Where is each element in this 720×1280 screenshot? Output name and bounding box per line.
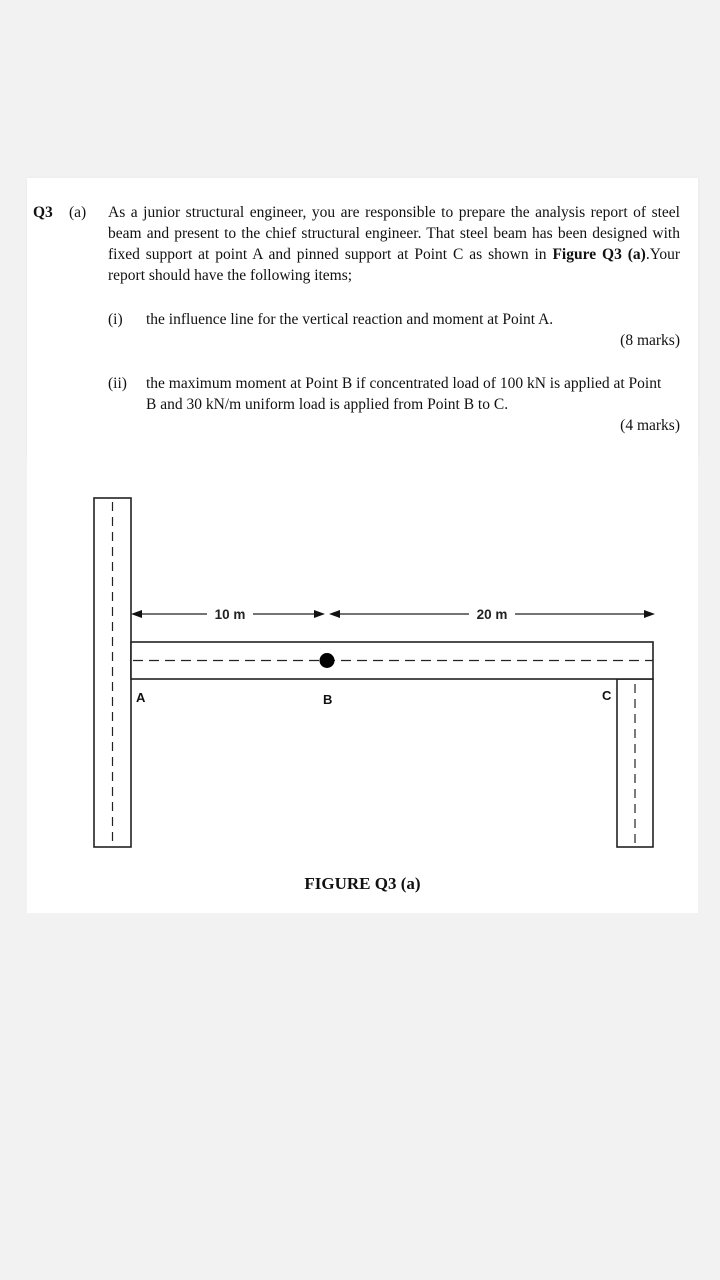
question-part: (a) <box>69 204 87 221</box>
question-intro: As a junior structural engineer, you are responsible to prepare the analysis report of steel beam and present to the chief structural engineer. That steel beam has been designed with fixed support at point A and pinned support at Point C as shown in <box>108 204 680 263</box>
figure-area <box>27 458 698 913</box>
question-intro-tail: .Your report should have the following items; <box>108 246 680 284</box>
item-i-marks: (8 marks) <box>620 332 680 349</box>
item-i-label: (i) <box>108 311 123 328</box>
figure-caption: FIGURE Q3 (a) <box>304 874 421 893</box>
point-c-label: C <box>602 688 612 703</box>
point-b-marker <box>320 653 335 668</box>
item-i-text: the influence line for the vertical reaction and moment at Point A. <box>146 311 554 328</box>
dimension-label-bc: 20 m <box>476 607 508 622</box>
point-a-label: A <box>136 690 146 705</box>
figure-reference: Figure Q3 (a) <box>552 246 646 263</box>
item-ii-label: (ii) <box>108 375 127 392</box>
question-number: Q3 <box>33 204 53 221</box>
item-ii-text: the maximum moment at Point B if concentrated load of 100 kN is applied at Point B and 30 kN/m uniform load is applied from Point B to C. <box>146 375 662 413</box>
beam-diagram <box>27 458 698 858</box>
point-b-label: B <box>323 692 333 707</box>
document-page <box>27 178 698 913</box>
dimension-arrow-c <box>644 610 655 618</box>
dimension-arrow-a <box>131 610 142 618</box>
question-text-area <box>27 178 698 458</box>
dimension-arrow-b-right <box>329 610 340 618</box>
dimension-arrow-b-left <box>314 610 325 618</box>
dimension-label-ab: 10 m <box>214 607 246 622</box>
item-ii-marks: (4 marks) <box>620 417 680 434</box>
question-paragraph <box>108 202 680 286</box>
